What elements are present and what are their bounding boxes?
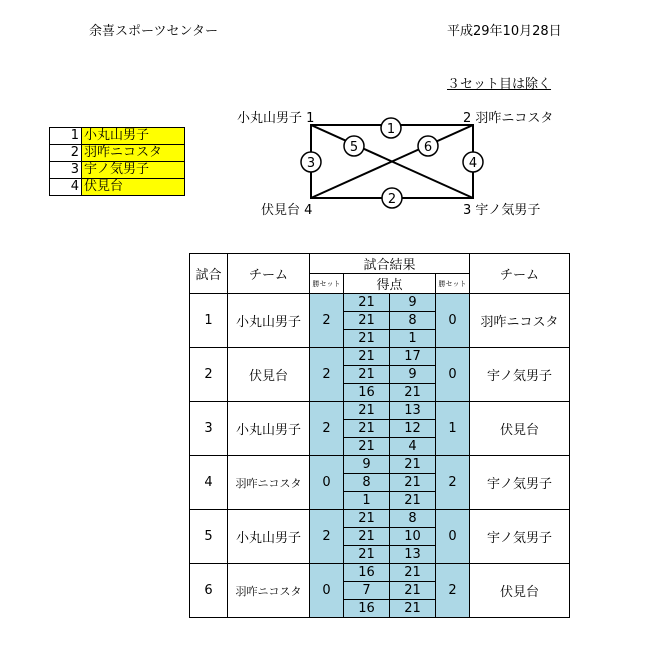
set-score [344,330,436,348]
match-number-4: 4 [468,156,478,171]
team-b: 宇ノ気男子 [470,348,570,402]
header-team-left: チーム [228,254,310,294]
match-number: 1 [190,294,228,348]
match-number-2: 2 [387,192,397,207]
set-score [344,528,436,546]
set-score [344,312,436,330]
score-a: 21 [358,367,375,382]
score-b: 13 [389,402,435,419]
match-marker-6 [418,136,438,156]
score-b: 1 [389,330,435,347]
match-number-5: 5 [349,140,359,155]
score-b: 4 [389,438,435,455]
set-score [344,510,436,528]
set-score [344,582,436,600]
score-a: 8 [362,475,371,490]
score-b: 21 [389,600,435,617]
score-b: 21 [389,582,435,599]
sets-won-b: 2 [436,564,470,618]
sets-won-a: 2 [310,348,344,402]
score-a: 16 [358,565,375,580]
team-number: 2 [50,145,82,162]
match-row [190,456,570,474]
team-b: 宇ノ気男子 [470,456,570,510]
score-a: 21 [358,439,375,454]
match-marker-3 [301,152,321,172]
score-a: 16 [358,601,375,616]
score-b: 21 [389,474,435,491]
score-b: 21 [389,456,435,473]
set-score [344,600,436,618]
match-number: 2 [190,348,228,402]
set-score [344,492,436,510]
results-table [189,253,570,618]
team-name: 小丸山男子 [82,128,185,145]
score-a: 21 [358,295,375,310]
match-number-1: 1 [386,122,396,137]
venue-title: 余喜スポーツセンター [89,24,218,39]
match-number: 5 [190,510,228,564]
match-row [190,510,570,528]
score-a: 21 [358,349,375,364]
score-a: 21 [358,313,375,328]
match-marker-4 [463,152,483,172]
match-marker-2 [382,188,402,208]
sets-won-a: 2 [310,402,344,456]
header-team-right: チーム [470,254,570,294]
diagram-corner-top-left: 小丸山男子 1 [237,111,315,126]
match-row [190,402,570,420]
set-score [344,348,436,366]
header-points: 得点 [344,274,436,294]
event-date: 平成29年10月28日 [447,24,562,39]
set-score [344,546,436,564]
match-number-3: 3 [306,156,316,171]
score-b: 21 [389,384,435,401]
set-score [344,366,436,384]
team-name: 羽咋ニコスタ [82,145,185,162]
score-b: 21 [389,492,435,509]
header-sets-won-left: 勝セット [310,274,344,294]
team-number: 1 [50,128,82,145]
diagram-corner-bottom-right: 3 宇ノ気男子 [463,203,541,218]
score-b: 10 [389,528,435,545]
score-a: 16 [358,385,375,400]
score-a: 21 [358,403,375,418]
score-b: 17 [389,348,435,365]
match-number-6: 6 [423,140,433,155]
match-number: 6 [190,564,228,618]
team-b: 宇ノ気男子 [470,510,570,564]
set-score [344,474,436,492]
team-a: 羽咋ニコスタ [228,456,310,510]
set-score [344,294,436,312]
score-b: 13 [389,546,435,563]
score-a: 21 [358,511,375,526]
set-score [344,420,436,438]
sets-won-b: 0 [436,294,470,348]
set-score [344,456,436,474]
score-b: 8 [389,312,435,329]
team-b: 羽咋ニコスタ [470,294,570,348]
header-match: 試合 [190,254,228,294]
match-marker-5 [344,136,364,156]
sets-won-b: 0 [436,348,470,402]
score-a: 21 [358,547,375,562]
sets-won-b: 0 [436,510,470,564]
score-a: 21 [358,421,375,436]
match-row [190,348,570,366]
match-row [190,294,570,312]
team-a: 小丸山男子 [228,510,310,564]
score-b: 9 [389,294,435,311]
set-score [344,438,436,456]
set-score [344,384,436,402]
score-a: 21 [358,529,375,544]
team-name: 伏見台 [82,179,185,196]
team-a: 小丸山男子 [228,294,310,348]
set-score [344,564,436,582]
round-robin-diagram [0,0,654,240]
sets-won-a: 2 [310,294,344,348]
diagram-corner-bottom-left: 伏見台 4 [261,203,313,218]
match-number: 3 [190,402,228,456]
header-sets-won-right: 勝セット [436,274,470,294]
score-a: 9 [362,457,371,472]
sets-won-a: 0 [310,456,344,510]
sets-won-a: 2 [310,510,344,564]
score-a: 1 [362,493,371,508]
team-name: 宇ノ気男子 [82,162,185,179]
score-b: 21 [389,564,435,581]
match-row [190,564,570,582]
score-b: 8 [389,510,435,527]
team-number: 4 [50,179,82,196]
score-b: 12 [389,420,435,437]
score-b: 9 [389,366,435,383]
team-a: 羽咋ニコスタ [228,564,310,618]
team-a: 伏見台 [228,348,310,402]
sets-won-b: 2 [436,456,470,510]
sets-won-b: 1 [436,402,470,456]
match-marker-1 [381,118,401,138]
team-b: 伏見台 [470,402,570,456]
match-number: 4 [190,456,228,510]
diagram-corner-top-right: 2 羽咋ニコスタ [463,111,554,126]
header-match-result: 試合結果 [310,254,470,274]
score-a: 7 [362,583,371,598]
set-score [344,402,436,420]
third-set-note: ３セット目は除く [447,77,552,92]
sets-won-a: 0 [310,564,344,618]
team-number: 3 [50,162,82,179]
score-a: 21 [358,331,375,346]
team-a: 小丸山男子 [228,402,310,456]
team-b: 伏見台 [470,564,570,618]
